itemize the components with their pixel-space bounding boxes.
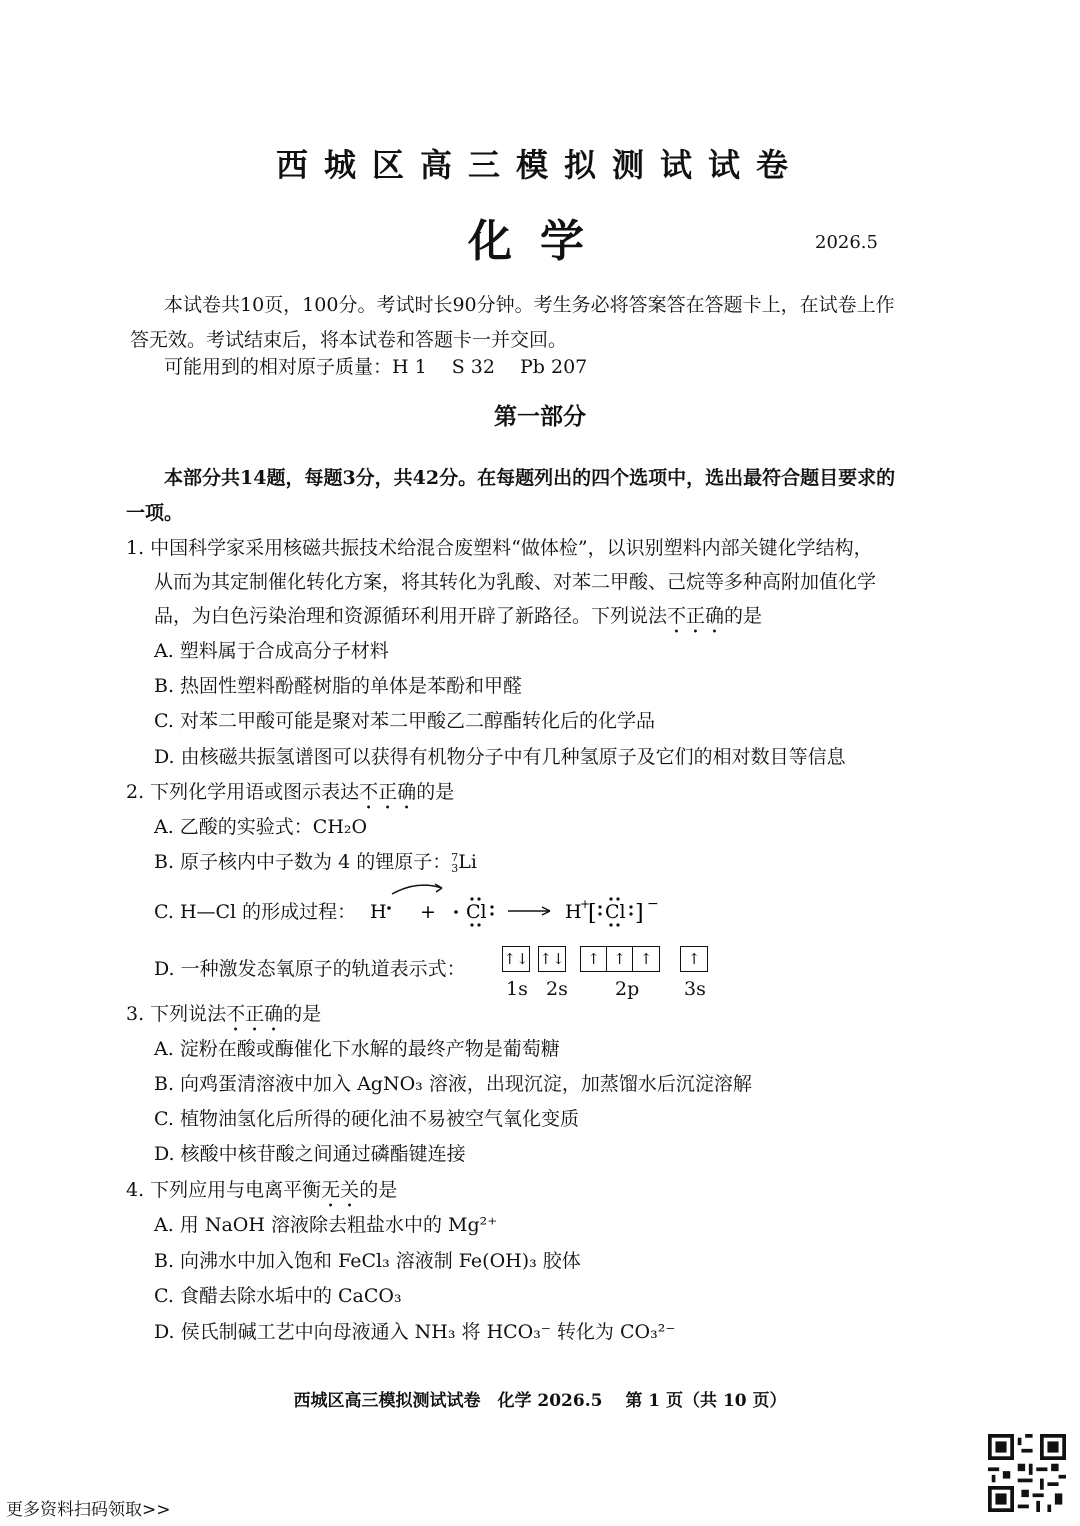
q2-option-a: A. 乙酸的实验式：CH₂O [154, 816, 368, 838]
q1-option-c: C. 对苯二甲酸可能是聚对苯二甲酸乙二醇酯转化后的化学品 [154, 710, 655, 732]
q2-option-b: B. 原子核内中子数为 4 的锂原子：7 3Li [154, 851, 477, 875]
intro-line-2: 答无效。考试结束后，将本试卷和答题卡一并交回。 [130, 329, 568, 351]
qr-code-icon[interactable] [988, 1434, 1066, 1512]
exam-date: 2026.5 [815, 232, 878, 253]
more-resources-link[interactable]: 更多资料扫码领取>> [6, 1500, 171, 1520]
q1-stem-1: 1. 中国科学家采用核磁共振技术给混合废塑料“做体检”，以识别塑料内部关键化学结构， [126, 537, 873, 559]
svg-text:[: [ [588, 901, 597, 926]
q4-stem: 4. 下列应用与电离平衡无关的是 [126, 1179, 398, 1201]
q3-option-d: D. 核酸中核苷酸之间通过磷酯键连接 [154, 1143, 466, 1165]
orbital-label-2s: 2s [546, 978, 568, 1000]
svg-text:]: ] [635, 901, 644, 926]
part-instruction-1: 本部分共14题，每题3分，共42分。在每题列出的四个选项中，选出最符合题目要求的 [164, 467, 896, 489]
q2-option-d: D. 一种激发态氧原子的轨道表示式： [154, 958, 466, 980]
subject-title: 化学 [468, 216, 612, 267]
q2-stem: 2. 下列化学用语或图示表达不正确的是 [126, 781, 455, 803]
svg-text:H: H [565, 901, 582, 923]
orbital-1s: ↑↓ [502, 946, 530, 972]
orbital-3s: ↑ [680, 946, 708, 972]
hcl-formation-diagram [362, 880, 662, 930]
h-atom: H [370, 901, 387, 923]
q1-stem-2: 从而为其定制催化转化方案，将其转化为乳酸、对苯二甲酸、己烷等多种高附加值化学 [154, 571, 877, 593]
orbital-2p: ↑ ↑ ↑ [580, 946, 660, 972]
q1-stem-3: 品，为白色污染治理和资源循环利用开辟了新路径。下列说法不正确的是 [154, 605, 763, 627]
q1-option-d: D. 由核磁共振氢谱图可以获得有机物分子中有几种氢原子及它们的相对数目等信息 [154, 746, 846, 768]
orbital-2s: ↑↓ [538, 946, 566, 972]
intro-line-1: 本试卷共10页，100分。考试时长90分钟。考生务必将答案答在答题卡上，在试卷上作 [164, 294, 895, 316]
q4-option-c: C. 食醋去除水垢中的 CaCO₃ [154, 1285, 402, 1307]
orbital-diagram [502, 946, 716, 972]
q3-option-b: B. 向鸡蛋清溶液中加入 AgNO₃ 溶液，出现沉淀，加蒸馏水后沉淀溶解 [154, 1073, 752, 1095]
q4-option-b: B. 向沸水中加入饱和 FeCl₃ 溶液制 Fe(OH)₃ 胶体 [154, 1250, 581, 1272]
exam-title: 西城区高三模拟测试试卷 [275, 146, 804, 184]
orbital-label-3s: 3s [684, 978, 706, 1000]
part-instruction-2: 一项。 [126, 502, 184, 524]
orbital-label-2p: 2p [615, 978, 640, 1000]
atomic-mass: 可能用到的相对原子质量：H 1 S 32 Pb 207 [164, 356, 588, 378]
page-footer: 西城区高三模拟测试试卷 化学 2026.5 第 1 页（共 10 页） [293, 1391, 787, 1411]
q4-option-d: D. 侯氏制碱工艺中向母液通入 NH₃ 将 HCO₃⁻ 转化为 CO₃²⁻ [154, 1321, 676, 1343]
orbital-label-1s: 1s [506, 978, 528, 1000]
q2-option-c: C. H—Cl 的形成过程： [154, 901, 357, 923]
q1-option-b: B. 热固性塑料酚醛树脂的单体是苯酚和甲醛 [154, 675, 523, 697]
q1-option-a: A. 塑料属于合成高分子材料 [154, 640, 389, 662]
q3-option-a: A. 淀粉在酸或酶催化下水解的最终产物是葡萄糖 [154, 1038, 560, 1060]
svg-text:Cl: Cl [605, 901, 626, 923]
part-title: 第一部分 [494, 403, 586, 430]
q3-option-c: C. 植物油氢化后所得的硬化油不易被空气氧化变质 [154, 1108, 579, 1130]
q4-option-a: A. 用 NaOH 溶液除去粗盐水中的 Mg²⁺ [154, 1214, 498, 1236]
svg-text:+: + [580, 897, 591, 911]
svg-text:+: + [420, 901, 436, 923]
cl-atom: Cl [466, 901, 487, 923]
q3-stem: 3. 下列说法不正确的是 [126, 1003, 322, 1025]
svg-text:−: − [647, 896, 659, 912]
emphasis-not-correct: 不正确 [667, 605, 725, 627]
